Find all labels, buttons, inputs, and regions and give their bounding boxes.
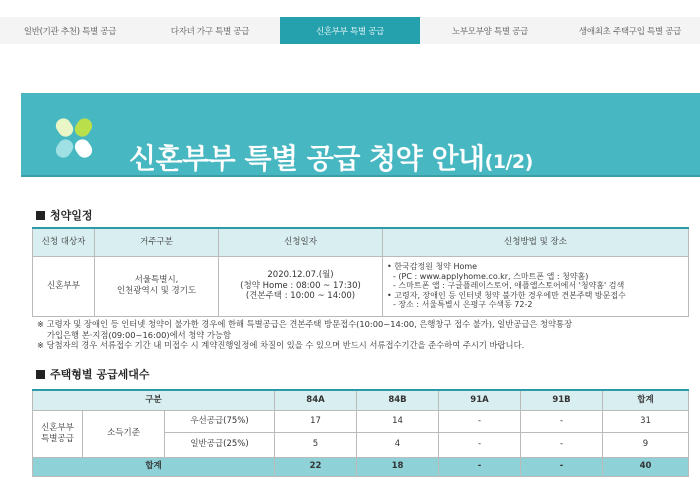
page-indicator: (1/2)	[484, 151, 533, 173]
row-label: 우선공급(75%)	[165, 410, 275, 432]
header-method: 신청방법 및 장소	[383, 228, 689, 256]
header-type: 84A	[275, 390, 357, 410]
header-type: 84B	[357, 390, 439, 410]
square-bullet-icon	[36, 370, 45, 379]
supply-section-title: 주택형별 공급세대수	[36, 366, 149, 382]
tab-newlywed-supply[interactable]: 신혼부부 특별 공급	[280, 17, 420, 44]
total-cell: -	[521, 457, 603, 476]
tab-first-home-supply[interactable]: 생애최초 주택구입 특별 공급	[560, 17, 700, 44]
table-cell: 31	[603, 410, 689, 432]
table-cell: 14	[357, 410, 439, 432]
total-cell: 40	[603, 457, 689, 476]
schedule-section-title: 청약일정	[36, 207, 93, 223]
total-label: 합계	[33, 457, 275, 476]
tab-general-supply[interactable]: 일반(기관 추천) 특별 공급	[0, 17, 140, 44]
header-residence: 거주구분	[95, 228, 219, 256]
header-date: 신청일자	[219, 228, 383, 256]
method-line: - 스마트폰 앱 : 구글플레이스토어, 애플앱스토어에서 '청약홈' 검색	[393, 281, 625, 291]
method-line: • 고령자, 장애인 등 인터넷 청약 불가한 경우에만 견본주택 방문접수	[387, 290, 626, 300]
four-leaf-logo-icon	[55, 116, 93, 160]
table-cell: -	[521, 432, 603, 457]
total-cell: 22	[275, 457, 357, 476]
table-cell: 5	[275, 432, 357, 457]
header-type: 91A	[439, 390, 521, 410]
page-banner	[21, 93, 700, 177]
cell-date: 2020.12.07.(월) (청약 Home : 08:00 ~ 17:30) (견본주택 : 10:00 ~ 14:00)	[219, 256, 383, 316]
table-cell: -	[439, 410, 521, 432]
cell-residence: 서울특별시, 인천광역시 및 경기도	[95, 256, 219, 316]
table-cell: 17	[275, 410, 357, 432]
note-line: 가입은행 본·지점(09:00~16:00)에서 청약 가능함	[47, 329, 232, 340]
table-cell: 4	[357, 432, 439, 457]
supply-table	[32, 389, 689, 477]
cell-methods	[383, 256, 689, 316]
row-label: 일반공급(25%)	[165, 432, 275, 457]
square-bullet-icon	[36, 211, 45, 220]
supply-type-tabs	[0, 17, 700, 44]
method-line: - (PC : www.applyhome.co.kr, 스마트폰 앱 : 청약홈)	[393, 271, 589, 281]
page-title: 신혼부부 특별 공급 청약 안내(1/2)	[129, 142, 533, 175]
table-cell: -	[521, 410, 603, 432]
header-category: 구분	[33, 390, 275, 410]
total-cell: -	[439, 457, 521, 476]
criteria-label: 소득기준	[83, 410, 165, 457]
header-type: 91B	[521, 390, 603, 410]
header-target: 신청 대상자	[33, 228, 95, 256]
total-cell: 18	[357, 457, 439, 476]
schedule-table	[32, 227, 689, 317]
header-total: 합계	[603, 390, 689, 410]
tab-elderly-parent-supply[interactable]: 노부모부양 특별 공급	[420, 17, 560, 44]
method-line: - 장소 : 서울특별시 은평구 수색동 72-2	[393, 300, 533, 310]
method-line: • 한국감정원 청약 Home	[387, 262, 478, 272]
note-line: ※ 고령자 및 장애인 등 인터넷 청약이 불가한 경우에 한해 특별공급은 견본주택 방문접수(10:00~14:00, 은행창구 접수 불가), 일반공급은 청약통장	[37, 319, 573, 329]
table-cell: 9	[603, 432, 689, 457]
tab-multi-child-supply[interactable]: 다자녀 가구 특별 공급	[140, 17, 280, 44]
note-line: ※ 당첨자의 경우 서류접수 기간 내 미접수 시 계약진행일정에 차질이 있을 수 있으며 반드시 서류접수기간을 준수하여 주시기 바랍니다.	[37, 340, 525, 351]
notes	[37, 319, 692, 351]
table-cell: -	[439, 432, 521, 457]
cell-target: 신혼부부	[33, 256, 95, 316]
group-label: 신혼부부 특별공급	[33, 410, 83, 457]
